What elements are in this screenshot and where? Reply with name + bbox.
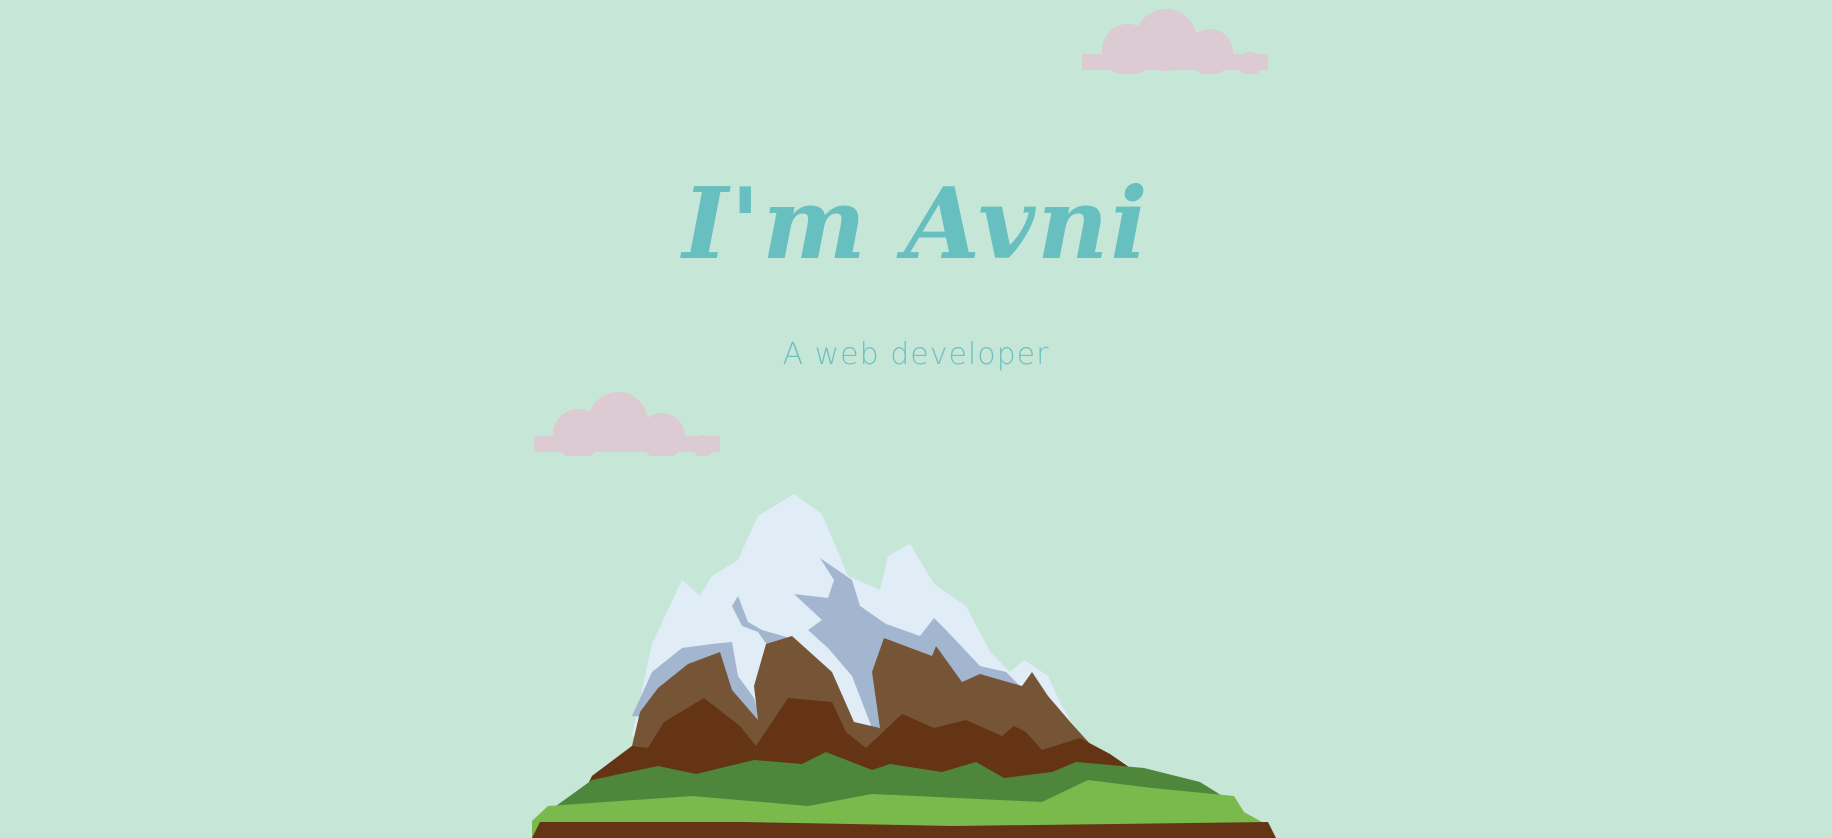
cloud-icon <box>1080 8 1270 74</box>
page-title: I'm Avni <box>682 167 1150 282</box>
page-subtitle: A web developer <box>782 337 1050 372</box>
cloud-icon <box>532 390 722 456</box>
mountain-illustration <box>532 476 1276 838</box>
